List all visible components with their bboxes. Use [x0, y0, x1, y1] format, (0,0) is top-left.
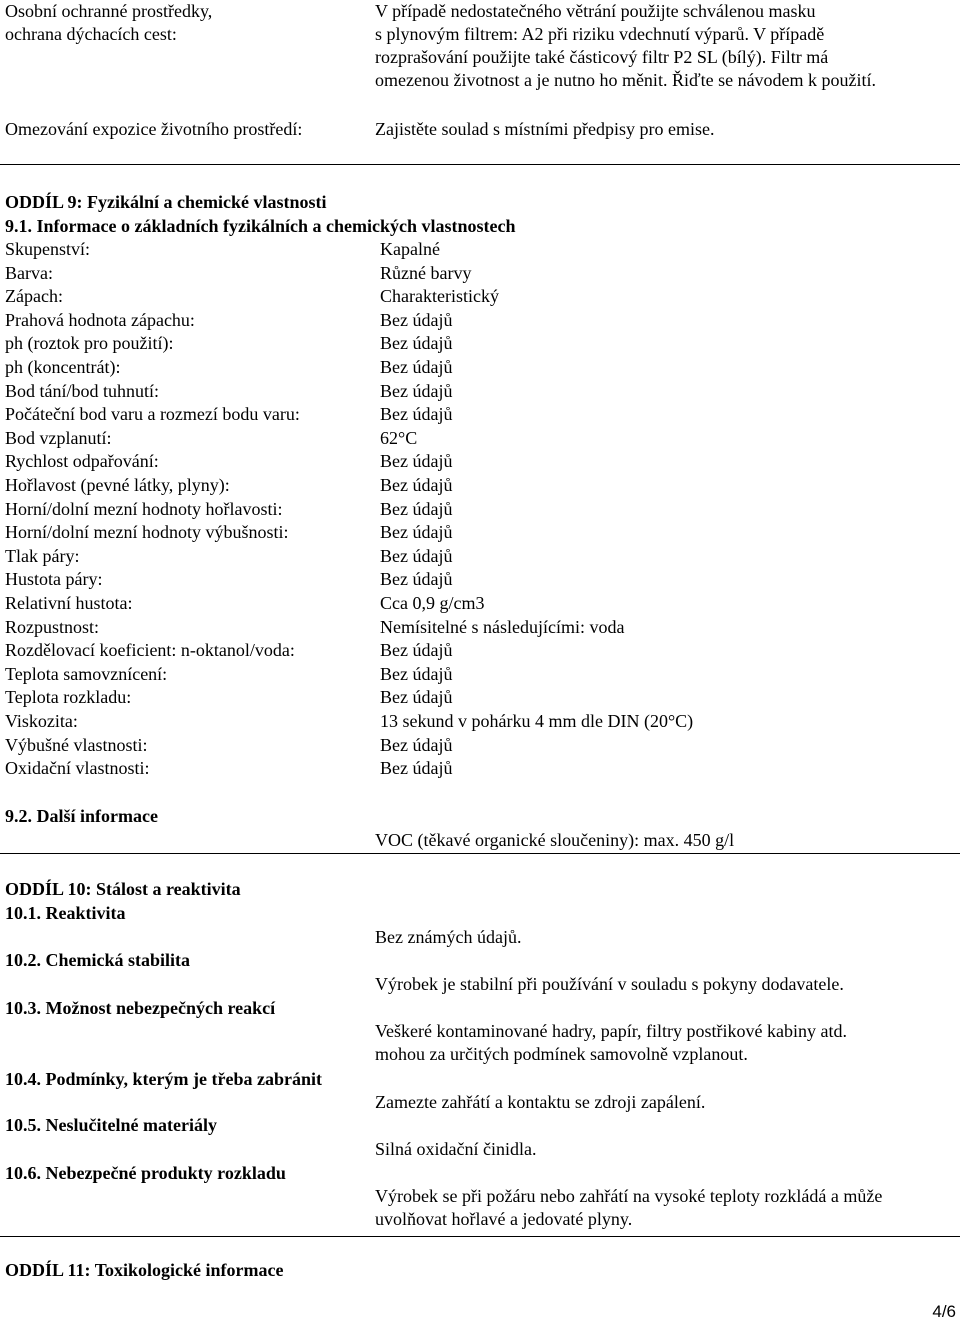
property-value: Bez údajů	[380, 475, 453, 495]
property-label: Rozpustnost:	[5, 617, 100, 637]
property-value: Různé barvy	[380, 263, 472, 283]
property-label: Výbušné vlastnosti:	[5, 735, 148, 755]
property-value: 13 sekund v pohárku 4 mm dle DIN (20°C)	[380, 711, 694, 731]
section10-4-heading: 10.4. Podmínky, kterým je třeba zabránit	[5, 1069, 322, 1089]
ppe-value-line: s plynovým filtrem: A2 při riziku vdechnutí výparů. V případě	[375, 24, 825, 44]
property-label: Horní/dolní mezní hodnoty hořlavosti:	[5, 499, 283, 519]
property-value: 62°C	[380, 428, 418, 448]
page-number: 4/6	[932, 1302, 956, 1321]
property-label: Hustota páry:	[5, 569, 103, 589]
section10-6-text: uvolňovat hořlavé a jedovaté plyny.	[375, 1209, 633, 1229]
section10-4-text: Zamezte zahřátí a kontaktu se zdroji zapálení.	[375, 1092, 706, 1112]
property-value: Bez údajů	[380, 310, 453, 330]
property-label: Rozdělovací koeficient: n-oktanol/voda:	[5, 640, 295, 660]
ppe-value-line: V případě nedostatečného větrání použijte schválenou masku	[375, 1, 816, 21]
property-label: Skupenství:	[5, 239, 91, 259]
section10-2-text: Výrobek je stabilní při používání v souladu s pokyny dodavatele.	[375, 974, 844, 994]
ppe-value-line: rozprašování použijte také částicový filtr P2 SL (bílý). Filtr má	[375, 47, 829, 67]
property-value: Bez údajů	[380, 758, 453, 778]
section10-1-heading: 10.1. Reaktivita	[5, 903, 126, 923]
section10-6-heading: 10.6. Nebezpečné produkty rozkladu	[5, 1163, 286, 1183]
section10-3-text: mohou za určitých podmínek samovolně vzplanout.	[375, 1044, 748, 1064]
section10-3-text: Veškeré kontaminované hadry, papír, filtry postřikové kabiny atd.	[375, 1021, 847, 1041]
section9-title: ODDÍL 9: Fyzikální a chemické vlastnosti	[5, 192, 327, 212]
property-label: Rychlost odpařování:	[5, 451, 159, 471]
property-value: Bez údajů	[380, 687, 453, 707]
section10-5-heading: 10.5. Neslučitelné materiály	[5, 1115, 217, 1135]
property-label: ph (roztok pro použití):	[5, 333, 174, 353]
property-label: Prahová hodnota zápachu:	[5, 310, 195, 330]
property-label: Počáteční bod varu a rozmezí bodu varu:	[5, 404, 300, 424]
property-value: Bez údajů	[380, 664, 453, 684]
ppe-label-line2: ochrana dýchacích cest:	[5, 24, 177, 44]
section9-1-title: 9.1. Informace o základních fyzikálních a chemických vlastnostech	[5, 216, 516, 236]
section-divider	[0, 164, 960, 165]
property-value: Kapalné	[380, 239, 440, 259]
section10-1-text: Bez známých údajů.	[375, 927, 522, 947]
property-label: Bod vzplanutí:	[5, 428, 112, 448]
section10-2-heading: 10.2. Chemická stabilita	[5, 950, 191, 970]
property-label: Zápach:	[5, 286, 63, 306]
property-value: Charakteristický	[380, 286, 499, 306]
property-value: Bez údajů	[380, 357, 453, 377]
property-label: Horní/dolní mezní hodnoty výbušnosti:	[5, 522, 289, 542]
section10-5-text: Silná oxidační činidla.	[375, 1139, 537, 1159]
section-divider	[0, 853, 960, 854]
property-value: Bez údajů	[380, 404, 453, 424]
property-value: Nemísitelné s následujícími: voda	[380, 617, 625, 637]
env-exposure-label: Omezování expozice životního prostředí:	[5, 119, 303, 139]
section9-2-title: 9.2. Další informace	[5, 806, 158, 826]
section11-title: ODDÍL 11: Toxikologické informace	[5, 1260, 284, 1280]
property-label: Viskozita:	[5, 711, 78, 731]
section10-title: ODDÍL 10: Stálost a reaktivita	[5, 879, 241, 899]
property-value: Bez údajů	[380, 333, 453, 353]
property-value: Bez údajů	[380, 640, 453, 660]
property-value: Bez údajů	[380, 546, 453, 566]
property-value: Bez údajů	[380, 499, 453, 519]
property-value: Bez údajů	[380, 451, 453, 471]
section10-6-text: Výrobek se při požáru nebo zahřátí na vysoké teploty rozkládá a může	[375, 1186, 883, 1206]
property-label: Bod tání/bod tuhnutí:	[5, 381, 160, 401]
property-value: Bez údajů	[380, 522, 453, 542]
property-label: Barva:	[5, 263, 53, 283]
property-label: Oxidační vlastnosti:	[5, 758, 150, 778]
property-label: Teplota rozkladu:	[5, 687, 132, 707]
property-value: Cca 0,9 g/cm3	[380, 593, 485, 613]
property-label: Teplota samovznícení:	[5, 664, 168, 684]
ppe-value-line: omezenou životnost a je nutno ho měnit. Řiďte se návodem k použití.	[375, 70, 877, 90]
property-label: Hořlavost (pevné látky, plyny):	[5, 475, 230, 495]
env-exposure-value: Zajistěte soulad s místními předpisy pro emise.	[375, 119, 715, 139]
property-label: Tlak páry:	[5, 546, 80, 566]
section-divider	[0, 1236, 960, 1237]
property-value: Bez údajů	[380, 569, 453, 589]
ppe-label-line1: Osobní ochranné prostředky,	[5, 1, 213, 21]
property-value: Bez údajů	[380, 735, 453, 755]
section10-3-heading: 10.3. Možnost nebezpečných reakcí	[5, 998, 276, 1018]
property-label: Relativní hustota:	[5, 593, 133, 613]
voc-value: VOC (těkavé organické sloučeniny): max. 450 g/l	[375, 830, 735, 850]
property-label: ph (koncentrát):	[5, 357, 121, 377]
property-value: Bez údajů	[380, 381, 453, 401]
